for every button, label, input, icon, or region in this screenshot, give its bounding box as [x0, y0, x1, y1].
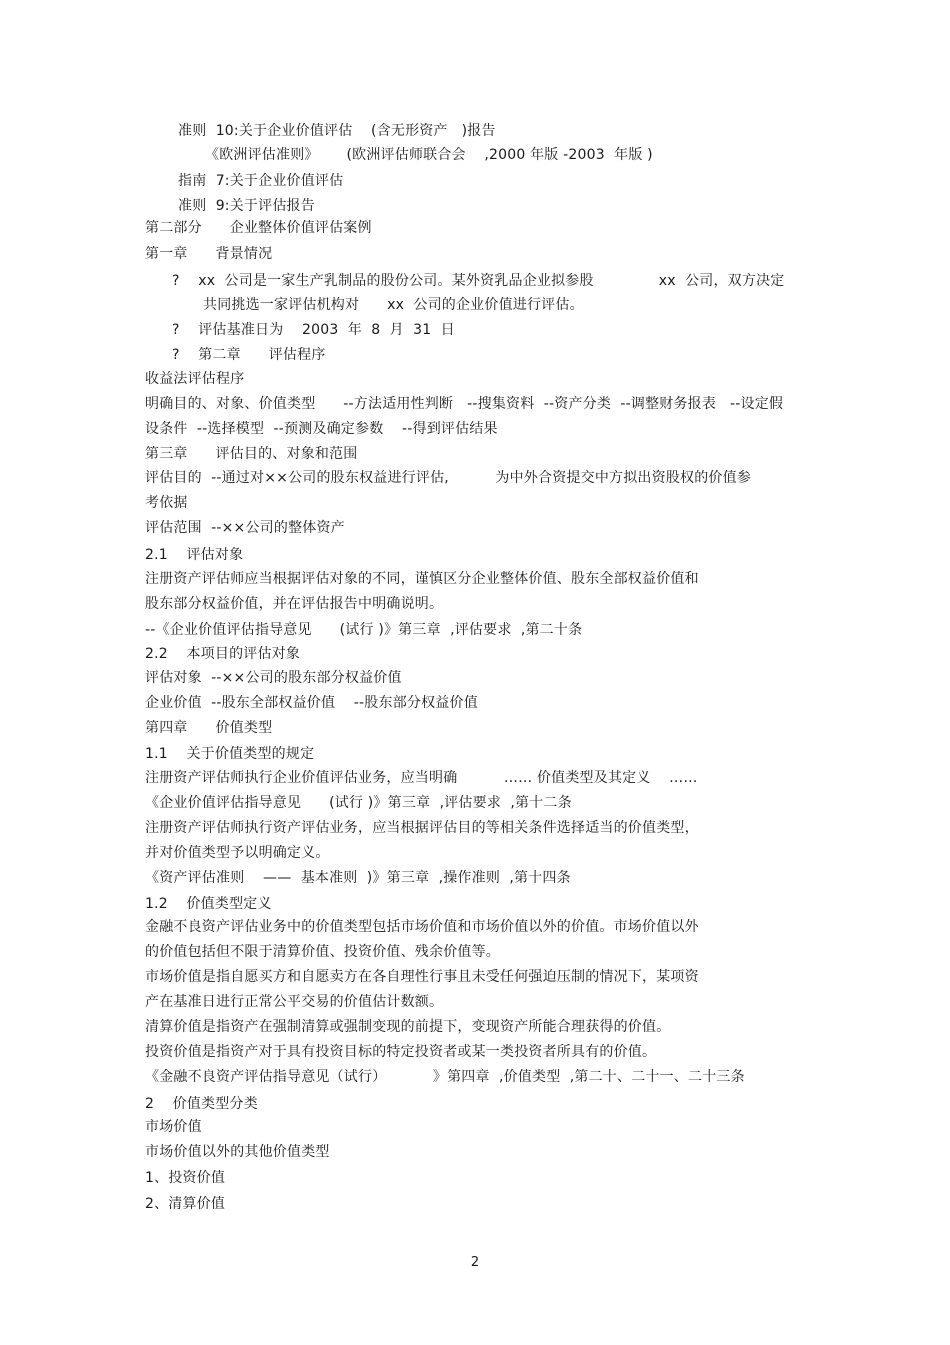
text-line: 共同挑选一家评估机构对 xx 公司的企业价值进行评估。	[203, 297, 584, 313]
text-line: 指南 7:关于企业价值评估	[178, 173, 344, 189]
text-line: --《企业价值评估指导意见 (试行 )》第三章 ,评估要求 ,第二十条	[145, 622, 583, 638]
chapter-heading: 第一章 背景情况	[145, 246, 273, 262]
subsection-heading: 2.2 本项目的评估对象	[145, 646, 301, 662]
section-heading: 第二部分 企业整体价值评估案例	[145, 220, 372, 236]
text-line: 《资产评估准则 —— 基本准则 )》第三章 ,操作准则 ,第十四条	[145, 870, 571, 886]
text-line: 市场价值是指自愿买方和自愿卖方在各自理性行事且未受任何强迫压制的情况下，某项资	[145, 969, 699, 985]
text-line: 并对价值类型予以明确定义。	[145, 845, 330, 861]
subsection-heading: 1.2 价值类型定义	[145, 896, 272, 912]
text-line: 准则 10:关于企业价值评估 (含无形资产 )报告	[178, 123, 496, 139]
subsection-heading: 1.1 关于价值类型的规定	[145, 746, 315, 762]
text-line: 评估目的 --通过对××公司的股东权益进行评估, 为中外合资提交中方拟出资股权的价值参	[145, 470, 752, 486]
text-line: 产在基准日进行正常公平交易的价值估计数额。	[145, 994, 444, 1010]
text-line: 注册资产评估师执行企业价值评估业务，应当明确 …… 价值类型及其定义 ……	[145, 770, 698, 786]
text-line: 企业价值 --股东全部权益价值 --股东部分权益价值	[145, 695, 478, 711]
text-line: 股东部分权益价值，并在评估报告中明确说明。	[145, 596, 444, 612]
chapter-heading: ? 第二章 评估程序	[172, 347, 326, 363]
chapter-heading: 第三章 评估目的、对象和范围	[145, 446, 358, 462]
text-line: 评估对象 --××公司的股东部分权益价值	[145, 670, 402, 686]
text-line: 《金融不良资产评估指导意见（试行） 》第四章 ,价值类型 ,第二十、二十一、二十三条	[145, 1069, 745, 1085]
page-number: 2	[470, 1255, 480, 1270]
text-line: ? xx 公司是一家生产乳制品的股份公司。某外资乳品企业拟参股 xx 公司，双方决定	[172, 273, 785, 289]
text-line: 金融不良资产评估业务中的价值类型包括市场价值和市场价值以外的价值。市场价值以外	[145, 919, 699, 935]
text-line: 《欧洲评估准则》 (欧洲评估师联合会 ,2000 年版 -2003 年版 )	[205, 147, 653, 163]
text-line: 清算价值是指资产在强制清算或强制变现的前提下，变现资产所能合理获得的价值。	[145, 1019, 671, 1035]
text-line: 明确目的、对象、价值类型 --方法适用性判断 --搜集资料 --资产分类 --调整财务报表 --设定假	[145, 396, 784, 412]
text-line: 注册资产评估师应当根据评估对象的不同，谨慎区分企业整体价值、股东全部权益价值和	[145, 571, 699, 587]
text-line: 投资价值是指资产对于具有投资目标的特定投资者或某一类投资者所具有的价值。	[145, 1044, 657, 1060]
subsection-heading: 2 价值类型分类	[145, 1096, 258, 1112]
list-item: 市场价值	[145, 1119, 202, 1135]
list-item: 1、投资价值	[145, 1170, 226, 1186]
text-line: 评估范围 --××公司的整体资产	[145, 520, 345, 536]
text-line: 收益法评估程序	[145, 371, 245, 387]
text-line: 注册资产评估师执行资产评估业务，应当根据评估目的等相关条件选择适当的价值类型，	[145, 820, 699, 836]
text-line: 准则 9:关于评估报告	[178, 198, 315, 214]
chapter-heading: 第四章 价值类型	[145, 720, 273, 736]
text-line: 《企业价值评估指导意见 (试行 )》第三章 ,评估要求 ,第十二条	[145, 795, 572, 811]
text-line: 设条件 --选择模型 --预测及确定参数 --得到评估结果	[145, 421, 498, 437]
text-line: 的价值包括但不限于清算价值、投资价值、残余价值等。	[145, 944, 500, 960]
subsection-heading: 2.1 评估对象	[145, 547, 244, 563]
text-line: 考依据	[145, 495, 188, 511]
text-line: ? 评估基准日为 2003 年 8 月 31 日	[172, 322, 455, 338]
list-item: 市场价值以外的其他价值类型	[145, 1144, 330, 1160]
list-item: 2、清算价值	[145, 1196, 226, 1212]
